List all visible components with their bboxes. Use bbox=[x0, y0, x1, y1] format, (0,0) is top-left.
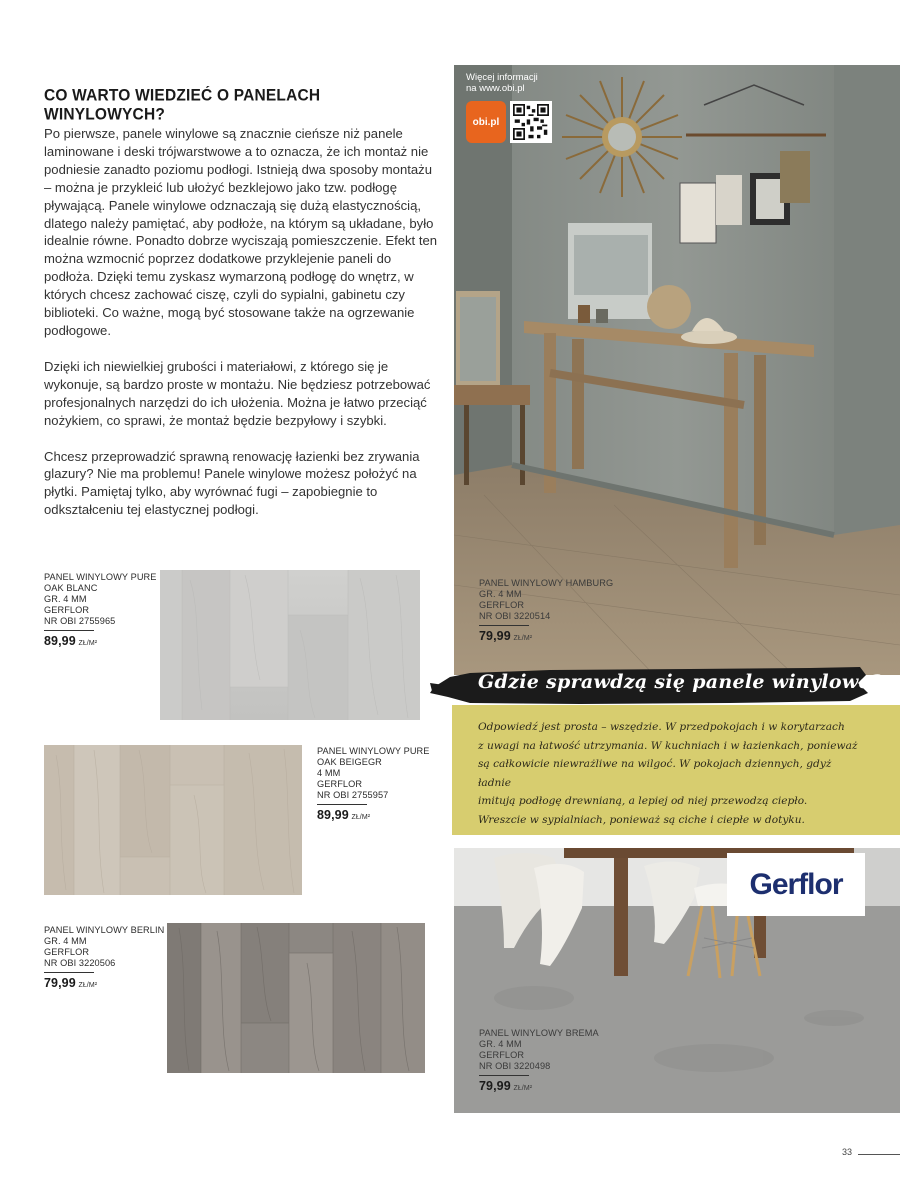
product-price-row bbox=[44, 636, 157, 649]
wood-texture-blanc bbox=[160, 570, 420, 720]
article bbox=[44, 88, 439, 537]
info-line-2: na www.obi.pl bbox=[466, 83, 525, 94]
product-thickness: GR. 4 MM bbox=[44, 936, 87, 946]
price-rule bbox=[44, 630, 94, 631]
swatch-pure-oak-beige bbox=[44, 745, 302, 895]
product-price: 79,99 bbox=[44, 976, 76, 990]
product-name-2: OAK BEIGEGR bbox=[317, 757, 382, 767]
callout-line-4: imitują podłogę drewnianą, a lepiej od niej przewodzą ciepło. bbox=[478, 795, 808, 808]
callout-line-2: z uwagi na łatwość utrzymania. W kuchniach i w łazienkach, ponieważ bbox=[478, 739, 858, 752]
info-line-1: Więcej informacji bbox=[466, 72, 538, 83]
product-nr: NR OBI 3220506 bbox=[44, 958, 116, 968]
qr-code-icon[interactable] bbox=[510, 101, 552, 143]
wood-texture-berlin bbox=[167, 923, 425, 1073]
product-thickness: 4 MM bbox=[317, 768, 341, 778]
product-nr: NR OBI 3220498 bbox=[479, 1061, 551, 1071]
price-unit: ZŁ/M² bbox=[513, 635, 533, 642]
wood-texture-beige bbox=[44, 745, 302, 895]
product-price-row bbox=[44, 978, 164, 991]
product-brand: GERFLOR bbox=[317, 779, 363, 789]
product-name: PANEL WINYLOWY BREMA bbox=[479, 1028, 599, 1038]
gerflor-wordmark: Gerflor bbox=[749, 867, 843, 901]
product-nr: NR OBI 2755957 bbox=[317, 790, 389, 800]
product-brand: GERFLOR bbox=[479, 600, 525, 610]
product-thickness: GR. 4 MM bbox=[479, 1039, 522, 1049]
product-price: 79,99 bbox=[479, 629, 511, 643]
product-price-row bbox=[317, 810, 430, 823]
price-unit: ZŁ/M² bbox=[78, 982, 98, 989]
product-name: PANEL WINYLOWY HAMBURG bbox=[479, 578, 614, 588]
callout-title: Gdzie sprawdzą się panele winylowe? bbox=[478, 671, 883, 693]
product-label-brema bbox=[479, 1028, 599, 1094]
swatch-berlin bbox=[167, 923, 425, 1073]
product-price-row bbox=[479, 1081, 599, 1094]
product-price-row bbox=[479, 631, 613, 644]
product-brand: GERFLOR bbox=[44, 947, 90, 957]
price-rule bbox=[479, 1075, 529, 1076]
price-unit: ZŁ/M² bbox=[351, 814, 371, 821]
info-box bbox=[466, 72, 538, 94]
product-name: PANEL WINYLOWY PURE bbox=[317, 746, 430, 756]
callout-text bbox=[478, 718, 858, 830]
qr-code-graphic bbox=[513, 104, 549, 140]
obi-logo-badge[interactable]: obi.pl bbox=[466, 101, 506, 143]
product-brand: GERFLOR bbox=[479, 1050, 525, 1060]
product-label-pure-oak-beige bbox=[317, 746, 430, 823]
product-label-pure-oak-blanc bbox=[44, 572, 157, 649]
article-heading: CO WARTO WIEDZIEĆ O PANELACH WINYLOWYCH? bbox=[44, 87, 321, 124]
product-thickness: GR. 4 MM bbox=[44, 594, 87, 604]
product-nr: NR OBI 3220514 bbox=[479, 611, 551, 621]
article-paragraph-3: Chcesz przeprowadzić sprawną renowację łazienki bez zrywania glazury? Nie ma problemu! Panele winylowe możesz położyć na płytki. Pamiętaj tylko, aby wyrównać fugi – zapobiegnie to odkształceniu tej elastycznej podłogi. bbox=[44, 448, 420, 518]
product-label-berlin bbox=[44, 925, 164, 991]
product-name-2: OAK BLANC bbox=[44, 583, 98, 593]
callout-line-5: Wreszcie w sypialniach, ponieważ są ciche i ciepłe w dotyku. bbox=[478, 813, 805, 826]
swatch-pure-oak-blanc bbox=[160, 570, 420, 720]
product-price: 89,99 bbox=[317, 808, 349, 822]
price-rule bbox=[479, 625, 529, 626]
article-paragraph-1: Po pierwsze, panele winylowe są znacznie cieńsze niż panele laminowane i deski trójwarstwowe a to oznacza, że ich montaż nie podniesie zanadto poziomu podłogi. Istnieją dwa sposoby montażu – można je przykleić lub ułożyć bezklejowo jako tzw. podłogę pływającą. Panele winylowe odznaczają się dużą elastycznością, dlatego należy pamiętać, aby podłoże, na którym są układane, było idealnie równe. Ponadto dobrze wyciszają pomieszczenie. Efekt ten można wzmocnić poprzez dodatkowe przyklejenie paneli do podłoża. Dzięki temu zyskasz wymarzoną podłogę do wnętrz, w których chcesz zachować ciszę, czyli do sypialni, gabinetu czy biblioteki. Co ważne, mogą być stosowane także na ogrzewanie podłogowe. bbox=[44, 126, 438, 338]
gerflor-logo bbox=[727, 853, 865, 916]
product-nr: NR OBI 2755965 bbox=[44, 616, 116, 626]
price-rule bbox=[317, 804, 367, 805]
product-price: 89,99 bbox=[44, 634, 76, 648]
product-name: PANEL WINYLOWY PURE bbox=[44, 572, 157, 582]
price-rule bbox=[44, 972, 94, 973]
article-paragraph-2: Dzięki ich niewielkiej grubości i materiałowi, z którego się je wykonuje, są bardzo proste w montażu. Nie będziesz potrzebować profesjonalnych narzędzi do ich ułożenia. Można je łatwo przeciąć nożykiem, co sprawi, że montaż będzie bezpyłowy i szybki. bbox=[44, 358, 431, 428]
product-label-hamburg bbox=[479, 578, 613, 644]
page-number-rule bbox=[858, 1154, 900, 1155]
price-unit: ZŁ/M² bbox=[78, 640, 98, 647]
product-name: PANEL WINYLOWY BERLIN bbox=[44, 925, 165, 935]
price-unit: ZŁ/M² bbox=[513, 1085, 533, 1092]
product-thickness: GR. 4 MM bbox=[479, 589, 522, 599]
page-number: 33 bbox=[842, 1147, 853, 1157]
callout-line-3: są całkowicie niewrażliwe na wilgoć. W pokojach dziennych, gdyż ładnie bbox=[478, 758, 832, 789]
product-brand: GERFLOR bbox=[44, 605, 90, 615]
product-price: 79,99 bbox=[479, 1079, 511, 1093]
callout-line-1: Odpowiedź jest prosta – wszędzie. W przedpokojach i w korytarzach bbox=[478, 721, 845, 733]
